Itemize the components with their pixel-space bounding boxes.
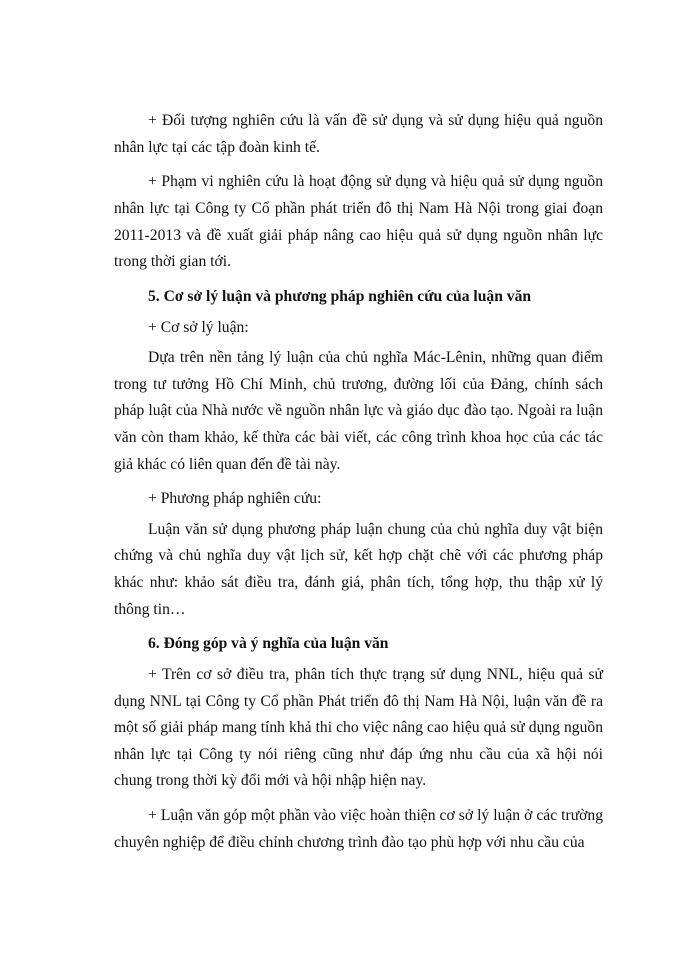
paragraph-contribution-2: + Luận văn góp một phần vào việc hoàn thiện cơ sở lý luận ở các trường chuyên nghiệp để điều chỉnh chương trình đào tạo phù hợp với nhu cầu của — [114, 807, 603, 851]
section-heading-5: 5. Cơ sở lý luận và phương pháp nghiên cứu của luận văn — [148, 287, 532, 305]
paragraph-research-object: + Đối tượng nghiên cứu là vấn đề sử dụng và sử dụng hiệu quả nguồn nhân lực tại các tập đoàn kinh tế. — [114, 112, 603, 156]
paragraph-methods: Luận văn sử dụng phương pháp luận chung của chủ nghĩa duy vật biện chứng và chủ nghĩa duy vật lịch sử, kết hợp chặt chẽ với các phương pháp khác như: khảo sát điều tra, đánh giá, phân tích, tổng hợp, thu thập xử lý thông tin… — [114, 520, 603, 618]
paragraph-method-label: + Phương pháp nghiên cứu: — [148, 490, 322, 508]
document-page — [114, 108, 603, 865]
paragraph-theory-label: + Cơ sở lý luận: — [148, 318, 249, 336]
paragraph-contribution-1: + Trên cơ sở điều tra, phân tích thực trạng sử dụng NNL, hiệu quả sử dụng NNL tại Công ty Cổ phần Phát triển đô thị Nam Hà Nội, luận văn đề ra một số giải pháp mang tính khả thi cho việc nâng cao hiệu quả sử dụng nguồn nhân lực tại Công ty nói riêng cũng như đáp ứng nhu cầu của xã hội nói chung trong thời kỳ đổi mới và hội nhập hiện nay. — [114, 666, 603, 790]
paragraph-theory-basis: Dựa trên nền tảng lý luận của chủ nghĩa Mác-Lênin, những quan điểm trong tư tưởng Hồ Chí Minh, chủ trương, đường lối của Đảng, chính sách pháp luật của Nhà nước về nguồn nhân lực và giáo dục đào tạo. Ngoài ra luận văn còn tham khảo, kế thừa các bài viết, các công trình khoa học của các tác giả khác có liên quan đến đề tài này. — [114, 349, 603, 473]
paragraph-research-scope: + Phạm vi nghiên cứu là hoạt động sử dụng và hiệu quả sử dụng nguồn nhân lực tại Công ty Cổ phần phát triển đô thị Nam Hà Nội trong giai đoạn 2011-2013 và đề xuất giải pháp nâng cao hiệu quả sử dụng nguồn nhân lực trong thời gian tới. — [114, 173, 603, 271]
section-heading-6: 6. Đóng góp và ý nghĩa của luận văn — [148, 635, 389, 653]
